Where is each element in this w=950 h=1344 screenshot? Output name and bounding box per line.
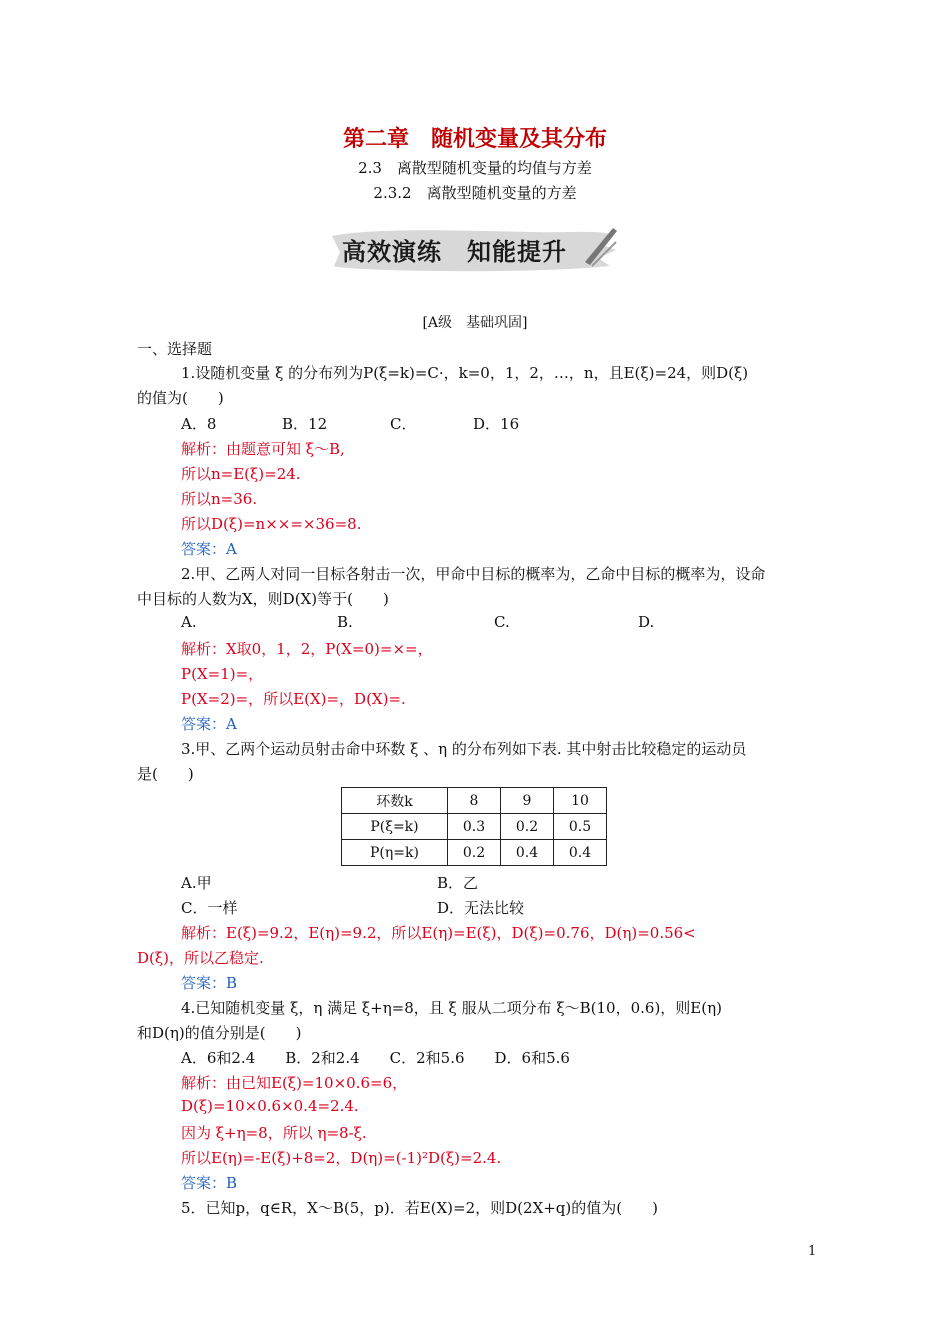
q1-option-b: B．12 [282,415,328,433]
q3-solution-line1: 解析：E(ξ)=9.2，E(η)=9.2，所以E(η)=E(ξ)，D(ξ)=0.76，D(η)=0.56< [181,924,696,942]
q2-option-d: D. [638,613,655,631]
level-label: [A级 基础巩固] [422,315,528,331]
table-row [342,814,607,840]
table-cell: 0.4 [501,840,554,866]
q1-stem-line1: 1.设随机变量 ξ 的分布列为P(ξ=k)=C·，k=0，1，2，…，n，且E(ξ)=24，则D(ξ) [181,364,749,382]
q1-solution-line2: 所以n=E(ξ)=24. [181,465,301,483]
table-cell: 9 [501,788,554,814]
table-row [342,788,607,814]
q2-stem-line1: 2.甲、乙两人对同一目标各射击一次，甲命中目标的概率为，乙命中目标的概率为，设命 [181,565,766,583]
q4-solution-line2: D(ξ)=10×0.6×0.4=2.4. [181,1097,359,1115]
q3-option-b: B．乙 [437,874,479,892]
q2-option-c: C. [494,613,510,631]
q1-option-d: D．16 [473,415,520,433]
table-cell: P(ξ=k) [342,814,448,840]
q1-option-a: A．8 [181,415,217,433]
q4-stem-line1: 4.已知随机变量 ξ，η 满足 ξ+η=8，且 ξ 服从二项分布 ξ～B(10，0.6)，则E(η) [181,999,722,1017]
chapter-title: 第二章 随机变量及其分布 [342,126,607,152]
table-cell: P(η=k) [342,840,448,866]
q1-solution-line3: 所以n=36. [181,490,258,508]
q1-option-c: C． [390,415,417,433]
table-cell: 0.2 [448,840,501,866]
q1-solution-line4: 所以D(ξ)=n××=×36=8. [181,515,362,533]
table-cell: 0.3 [448,814,501,840]
q2-stem-line2: 中目标的人数为X，则D(X)等于( ) [137,590,389,608]
table-cell: 0.4 [554,840,607,866]
q3-option-c: C．一样 [181,899,238,917]
q4-answer: 答案：B [181,1174,238,1192]
table-cell: 环数k [342,788,448,814]
section-heading: 一、选择题 [137,340,213,358]
q4-stem-line2: 和D(η)的值分别是( ) [137,1024,302,1042]
q2-solution-line3: P(X=2)=，所以E(X)=，D(X)=. [181,690,406,708]
q2-solution-line2: P(X=1)=， [181,665,264,683]
q2-option-b: B. [337,613,353,631]
table-row [342,840,607,866]
q1-answer: 答案：A [181,540,237,558]
q3-option-a: A.甲 [181,874,212,892]
q3-answer: 答案：B [181,974,238,992]
q3-solution-line2: D(ξ)，所以乙稳定. [137,949,264,967]
q2-solution-line1: 解析：X取0，1，2，P(X=0)=×=， [181,640,433,658]
q4-solution-line3: 因为 ξ+η=8，所以 η=8-ξ. [181,1124,367,1142]
subsection-title: 2.3.2 离散型随机变量的方差 [373,184,577,202]
q3-stem-line2: 是( ) [137,765,194,783]
q2-option-a: A. [181,613,197,631]
q4-solution-line1: 解析：由已知E(ξ)=10×0.6=6， [181,1074,408,1092]
table-cell: 0.2 [501,814,554,840]
q5-stem-line1: 5．已知p，q∈R，X～B(5，p)．若E(X)=2，则D(2X+q)的值为( ) [181,1199,658,1217]
q2-answer: 答案：A [181,715,237,733]
practice-banner [330,222,620,278]
q4-solution-line4: 所以E(η)=-E(ξ)+8=2，D(η)=(-1)²D(ξ)=2.4. [181,1149,502,1167]
banner-text: 高效演练 知能提升 [342,238,567,266]
distribution-table [341,787,607,866]
table-cell: 10 [554,788,607,814]
q3-stem-line1: 3.甲、乙两个运动员射击命中环数 ξ 、η 的分布列如下表. 其中射击比较稳定的运动员 [181,740,747,758]
q1-solution-line1: 解析：由题意可知 ξ～B, [181,440,345,458]
q1-stem-line2: 的值为( ) [137,389,224,407]
table-cell: 8 [448,788,501,814]
q4-options: A．6和2.4 B．2和2.4 C．2和5.6 D．6和5.6 [181,1049,570,1067]
section-title: 2.3 离散型随机变量的均值与方差 [358,159,592,177]
page-number: 1 [808,1244,817,1259]
q3-option-d: D．无法比较 [437,899,525,917]
table-cell: 0.5 [554,814,607,840]
